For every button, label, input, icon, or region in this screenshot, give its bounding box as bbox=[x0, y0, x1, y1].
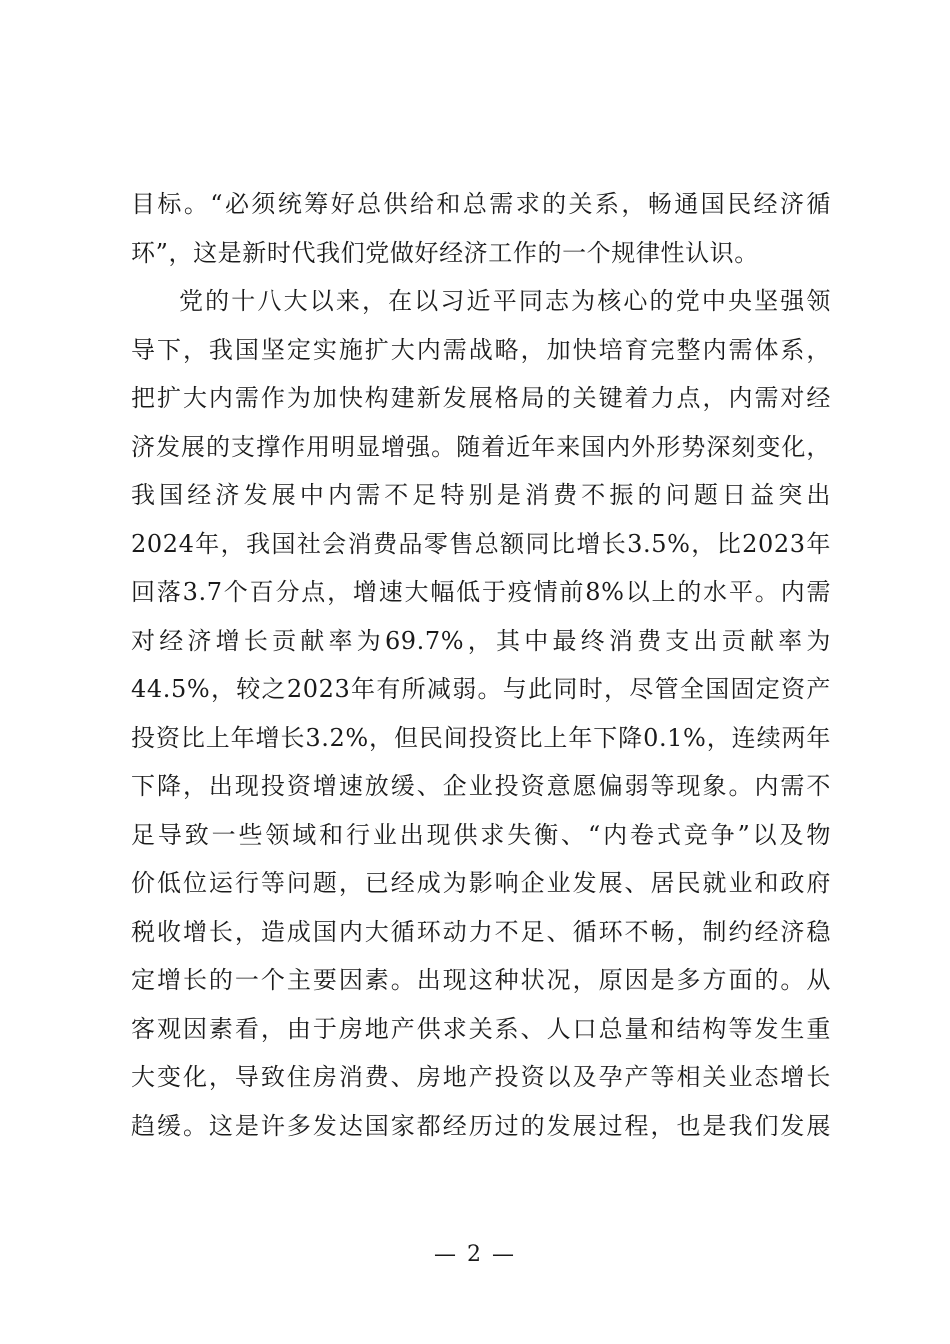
text-line: 下降，出现投资增速放缓、企业投资意愿偏弱等现象。内需不 bbox=[131, 772, 831, 800]
text-line: 导下，我国坚定实施扩大内需战略，加快培育完整内需体系， bbox=[131, 335, 831, 364]
text-line: 我国经济发展中内需不足特别是消费不振的问题日益突出 bbox=[131, 481, 831, 509]
text-line: 目标。“必须统筹好总供给和总需求的关系，畅通国民经济循 bbox=[131, 190, 831, 218]
text-line: 价低位运行等问题，已经成为影响企业发展、居民就业和政府 bbox=[131, 869, 831, 897]
text-line: 客观因素看，由于房地产供求关系、人口总量和结构等发生重 bbox=[131, 1014, 831, 1043]
text-line: 投资比上年增长3.2%，但民间投资比上年下降0.1%，连续两年 bbox=[131, 723, 831, 752]
text-line: 趋缓。这是许多发达国家都经历过的发展过程，也是我们发展 bbox=[131, 1111, 831, 1140]
text-line: 环”，这是新时代我们党做好经济工作的一个规律性认识。 bbox=[131, 238, 759, 267]
text-line: 44.5%，较之2023年有所减弱。与此同时，尽管全国固定资产 bbox=[131, 675, 831, 703]
text-line: 大变化，导致住房消费、房地产投资以及孕产等相关业态增长 bbox=[131, 1063, 831, 1091]
text-line: 2024年，我国社会消费品零售总额同比增长3.5%，比2023年 bbox=[131, 529, 831, 558]
text-line: 回落3.7个百分点，增速大幅低于疫情前8%以上的水平。内需 bbox=[131, 578, 831, 606]
text-line: 对经济增长贡献率为69.7%，其中最终消费支出贡献率为 bbox=[131, 626, 831, 655]
text-line: 济发展的支撑作用明显增强。随着近年来国内外形势深刻变化， bbox=[131, 432, 831, 461]
text-line: 税收增长，造成国内大循环动力不足、循环不畅，制约经济稳 bbox=[131, 917, 831, 946]
text-line: 足导致一些领域和行业出现供求失衡、“内卷式竞争”以及物 bbox=[131, 820, 831, 849]
text-line: 党的十八大以来，在以习近平同志为核心的党中央坚强领 bbox=[179, 287, 831, 315]
text-line: 定增长的一个主要因素。出现这种状况，原因是多方面的。从 bbox=[131, 966, 831, 994]
page-number: — 2 — bbox=[434, 1242, 516, 1267]
body-text bbox=[131, 180, 831, 1150]
text-line: 把扩大内需作为加快构建新发展格局的关键着力点，内需对经 bbox=[131, 384, 831, 412]
